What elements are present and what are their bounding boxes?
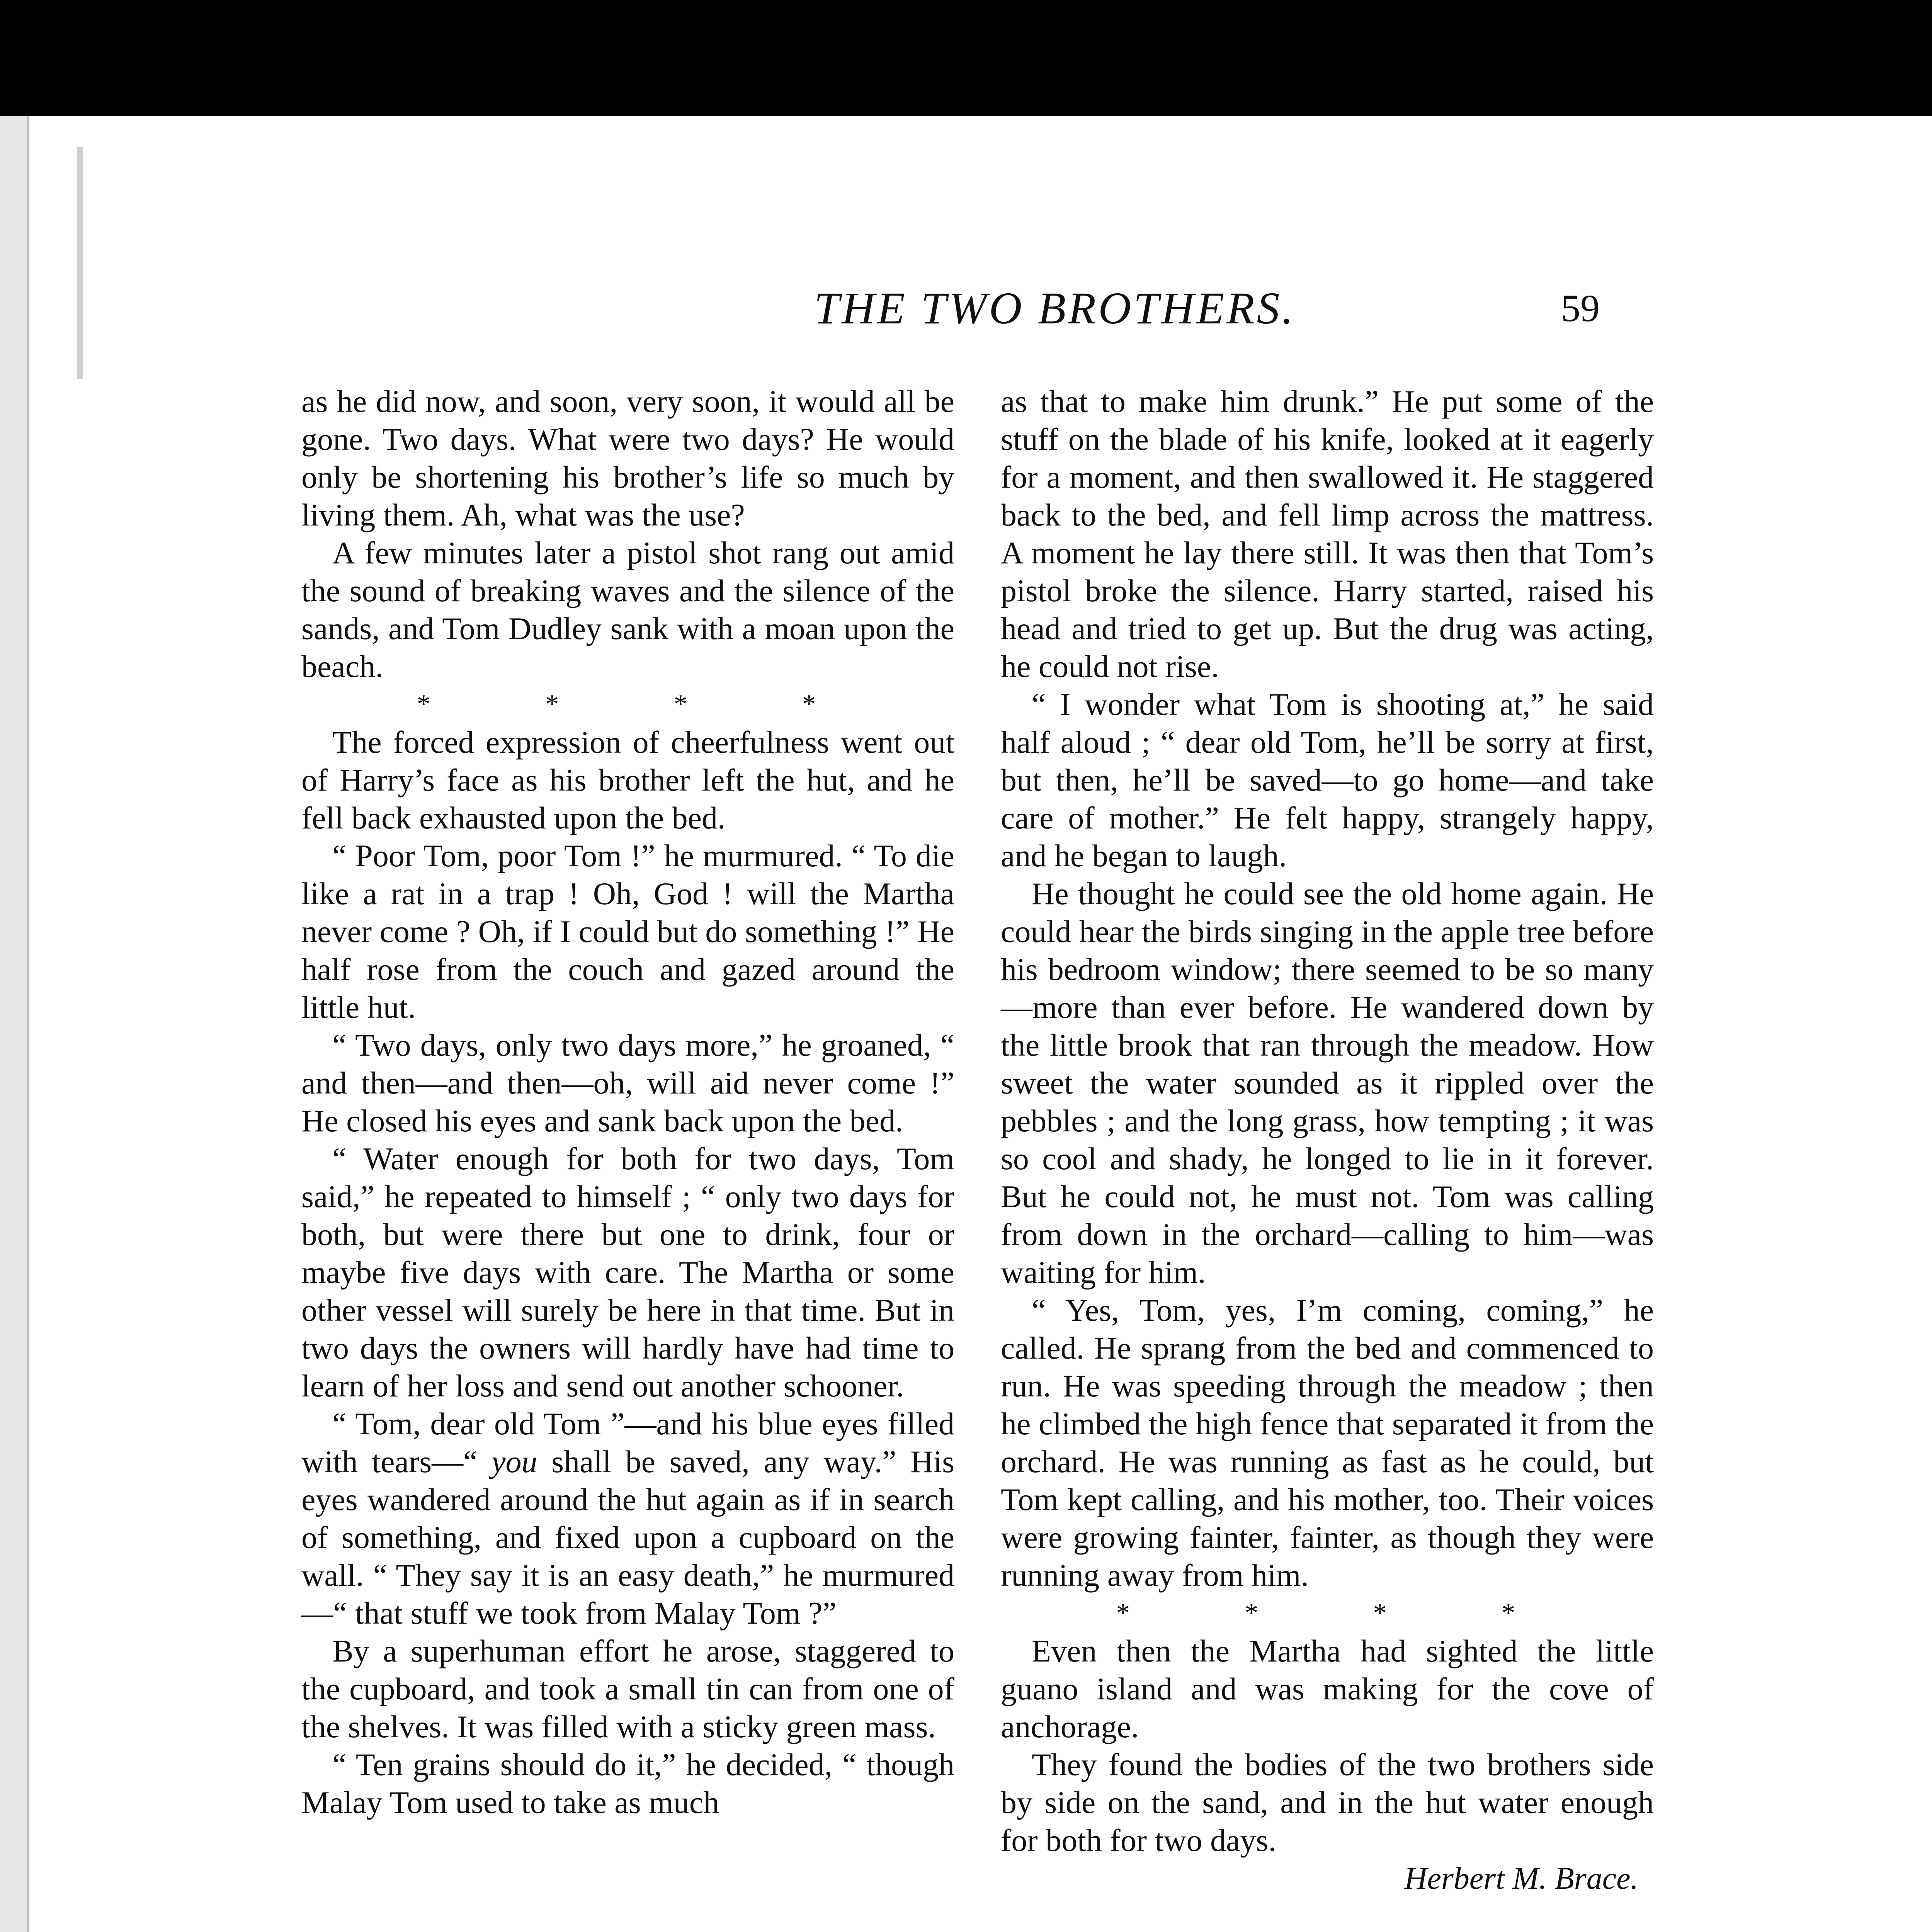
author-signature: Herbert M. Brace. bbox=[1404, 1861, 1638, 1896]
section-break: * * * * bbox=[1116, 1598, 1570, 1628]
paragraph: “ Two days, only two days more,” he groaned, “ and then—and then—oh, will aid never come !” He closed his eyes and sank back upon the bed. bbox=[301, 1027, 954, 1138]
text-column-left bbox=[301, 383, 954, 1821]
paragraph: They found the bodies of the two brothers side by side on the sand, and in the hut water enough for both for two days. bbox=[1001, 1747, 1654, 1858]
paragraph: “ Water enough for both for two days, Tom said,” he repeated to himself ; “ only two days for both, but were there but one to drink, four or maybe five days with care. The Martha or some other vessel will surely be here in that time. But in two days the owners will hardly have had time to learn of her loss and send out another schooner. bbox=[301, 1141, 954, 1403]
paragraph: A few minutes later a pistol shot rang out amid the sound of breaking waves and the silence of the sands, and Tom Dudley sank with a moan upon the beach. bbox=[301, 535, 954, 684]
paragraph: Even then the Martha had sighted the little guano island and was making for the cove of anchorage. bbox=[1001, 1633, 1654, 1744]
paragraph: He thought he could see the old home again. He could hear the birds singing in the apple tree before his bedroom window; there seemed to be so many—more than ever before. He wandered down by the little brook that ran through the meadow. How sweet the water sounded as it rippled over the pebbles ; and the long grass, how tempting ; it was so cool and shady, he longed to lie in it forever. But he could not, he must not. Tom was calling from down in the orchard—calling to him—was waiting for him. bbox=[1001, 876, 1654, 1290]
paragraph: “ Poor Tom, poor Tom !” he murmured. “ To die like a rat in a trap ! Oh, God ! will the Martha never come ? Oh, if I could but do something !” He half rose from the couch and gazed around the little hut. bbox=[301, 838, 954, 1025]
paragraph: “ Ten grains should do it,” he decided, “ though Malay Tom used to take as much bbox=[301, 1747, 954, 1820]
spine-mark bbox=[77, 147, 83, 379]
paragraph: By a superhuman effort he arose, staggered to the cupboard, and took a small tin can from one of the shelves. It was filled with a sticky green mass. bbox=[301, 1633, 954, 1744]
page-number: 59 bbox=[1561, 287, 1600, 330]
text-column-right bbox=[1001, 383, 1654, 1897]
paragraph: “ Yes, Tom, yes, I’m coming, coming,” he called. He sprang from the bed and commenced to run. He was speeding through the meadow ; then he climbed the high fence that separated it from the orchard. He was running as fast as he could, but Tom kept calling, and his mother, too. Their voices were growing fainter, fainter, as though they were running away from him. bbox=[1001, 1293, 1654, 1593]
book-page bbox=[0, 116, 1932, 1932]
paragraph: The forced expression of cheerfulness went out of Harry’s face as his brother left the hut, and he fell back exhausted upon the bed. bbox=[301, 724, 954, 835]
running-title: THE TWO BROTHERS. bbox=[814, 283, 1296, 333]
paragraph: “ I wonder what Tom is shooting at,” he said half aloud ; “ dear old Tom, he’ll be sorry at first, but then, he’ll be saved—to go home—and take care of mother.” He felt happy, strangely happy, and he began to laugh. bbox=[1001, 687, 1654, 873]
paragraph: as he did now, and soon, very soon, it would all be gone. Two days. What were two days? He would only be shortening his brother’s life so much by living them. Ah, what was the use? bbox=[301, 384, 954, 532]
page-spine-shadow bbox=[0, 116, 29, 1932]
paragraph: as that to make him drunk.” He put some of the stuff on the blade of his knife, looked at it eagerly for a moment, and then swallowed it. He staggered back to the bed, and fell limp across the mattress. A moment he lay there still. It was then that Tom’s pistol broke the silence. Harry started, raised his head and tried to get up. But the drug was acting, he could not rise. bbox=[1001, 384, 1654, 684]
section-break: * * * * bbox=[417, 689, 870, 719]
paragraph: “ Tom, dear old Tom ”—and his blue eyes filled with tears—“ you shall be saved, any way.” His eyes wandered around the hut again as if in search of something, and fixed upon a cupboard on the wall. “ They say it is an easy death,” he murmured—“ that stuff we took from Malay Tom ?” bbox=[301, 1406, 954, 1631]
